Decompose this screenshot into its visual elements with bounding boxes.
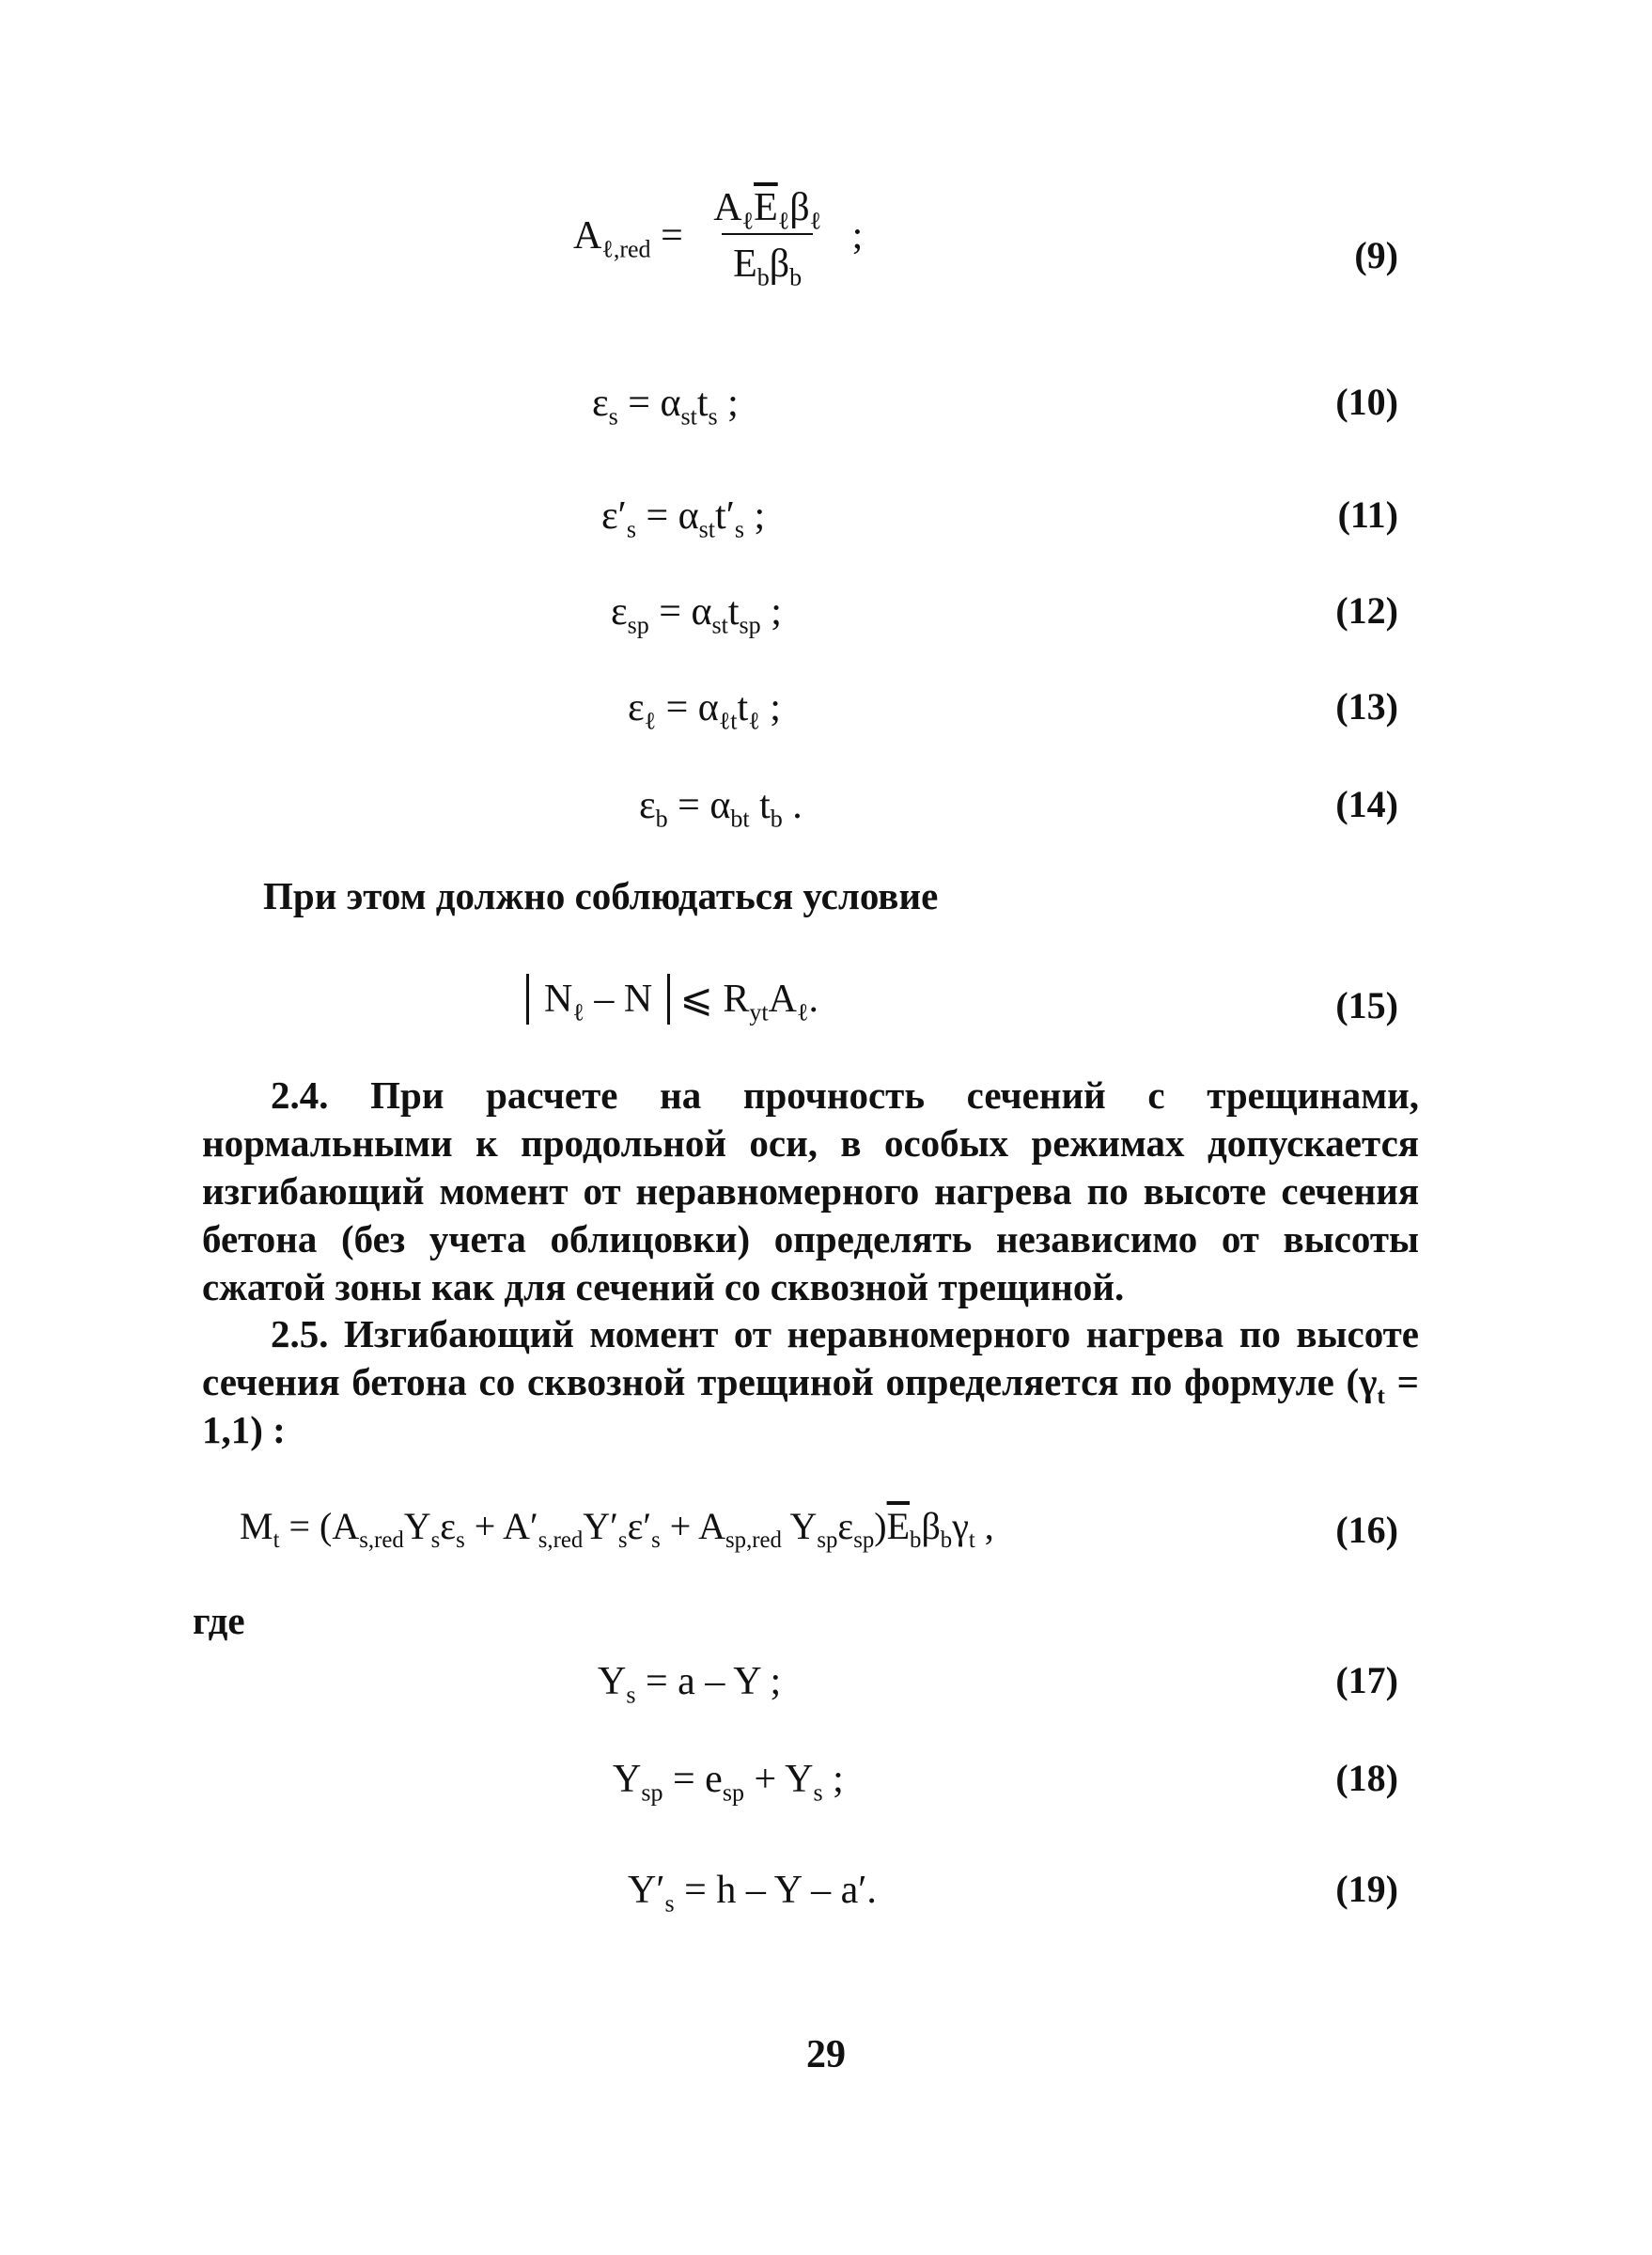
equation-number-9: (9)	[1354, 234, 1398, 276]
equation-14: $\varepsilon_b = \alpha_{bt}$ $t_b$ .	[639, 784, 803, 833]
equation-number-19: (19)	[1335, 1868, 1398, 1910]
equation-number-10: (10)	[1335, 381, 1398, 423]
equation-15: $N_\ell$ – N ⩽ $R_{yt}A_\ell$.	[526, 974, 818, 1025]
equation-18: $Y_{sp} = e_{sp} + Y_s$ ;	[613, 1758, 844, 1807]
equation-16: $M_t = (A_{s,red}Y_s\varepsilon_s + A'_{s,red}Y'_s\varepsilon'_s + A_{sp,red}$ $Y_{sp}\varepsilon_{sp})\overline{E}_b\beta_b\gamma_t$ ,	[240, 1505, 994, 1553]
page-number: 29	[806, 2033, 846, 2076]
paragraph-2-4-text: 2.4. При расчете на прочность сечений с трещинами, нормальными к продольной оси, в особых режимах допускается изгибающий момент от неравномерного нагрева по высоте сечения бетона (без учета облицовки) определять независимо от высоты сжатой зоны как для сечений со сквозной трещиной.	[202, 1073, 1419, 1308]
equation-number-17: (17)	[1335, 1659, 1398, 1701]
equation-number-11: (11)	[1337, 493, 1398, 536]
equation-19: $Y'_s = h - Y - a'$.	[628, 1869, 877, 1918]
equation-12: $\varepsilon_{sp} = \alpha_{st}t_{sp}$ ;	[611, 590, 782, 639]
paragraph-2-5-text: 2.5. Изгибающий момент от неравномерного нагрева по высоте сечения бетона со сквозной трещиной определяется по формуле	[202, 1312, 1419, 1403]
equation-10: $\varepsilon_s = \alpha_{st}t_s$ ;	[592, 382, 739, 431]
equation-number-15: (15)	[1335, 984, 1398, 1026]
paragraph-2-4	[202, 1072, 1419, 1311]
paragraph-2-5: 2.5. Изгибающий момент от неравномерного нагрева по высоте сечения бетона со сквозной трещиной определяется по формуле $(\gamma_t = 1,1)$ :	[202, 1312, 1419, 1451]
condition-text: При этом должно соблюдаться условие	[263, 874, 939, 917]
equation-number-18: (18)	[1335, 1757, 1398, 1799]
equation-17: $Y_s = a - Y$ ;	[598, 1660, 782, 1709]
where-label: где	[193, 1599, 245, 1642]
equation-number-12: (12)	[1335, 589, 1398, 632]
equation-11: $\varepsilon'_s = \alpha_{st}t'_s$ ;	[601, 494, 766, 543]
paragraph-2-5-tail: = 1,1) :	[202, 1360, 1419, 1451]
equation-number-13: (13)	[1335, 685, 1398, 728]
equation-number-14: (14)	[1335, 783, 1398, 825]
equation-number-16: (16)	[1335, 1509, 1398, 1551]
equation-9: $A_{\ell,red}$ = $\frac{A_\ell\overline{E}_\ell\beta_\ell}{E_b\beta_b}$ ;	[573, 186, 864, 291]
equation-13: $\varepsilon_\ell = \alpha_{\ell t}t_\ell$ ;	[628, 686, 781, 735]
